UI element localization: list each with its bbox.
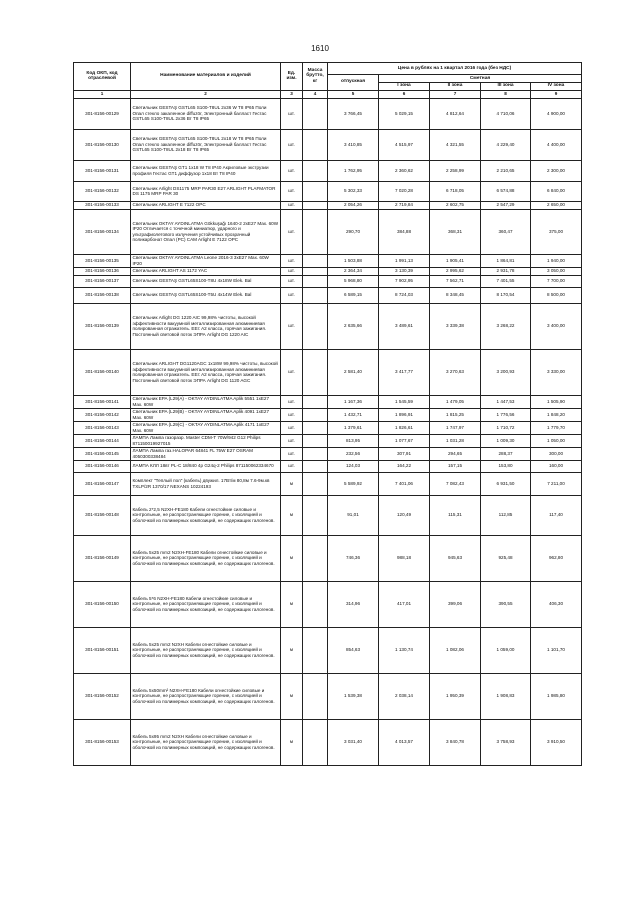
item-mass (303, 535, 328, 581)
item-mass (303, 395, 328, 408)
item-mass (303, 434, 328, 447)
price-zone1: 5 029,15 (379, 98, 430, 129)
price-zone3: 4 229,40 (481, 129, 531, 160)
table-row (74, 408, 582, 421)
price-zone3: 1 776,56 (481, 408, 531, 421)
item-name: Кабель 5*6 N2XH-FE180 Кабели огнестойкие силовые и контрольные, не распространяющие горение, с изоляцией и оболочкой из полимерных композиций, не содержащих галогенов. (131, 581, 281, 627)
item-mass (303, 267, 328, 275)
price-zone4: 6 840,00 (531, 181, 582, 201)
price-zone4: 962,80 (531, 535, 582, 581)
item-mass (303, 275, 328, 287)
item-code: 301-8156-00144 (74, 434, 131, 447)
header-zone4: IV зона (531, 82, 582, 90)
price-zone4: 406,30 (531, 581, 582, 627)
item-name: ЛАМПА Лампа газ.HALOPAR 64841 FL 75W E27 OSRAM 4050300338484 (131, 447, 281, 460)
item-mass (303, 349, 328, 395)
table-row (74, 275, 582, 287)
price-zone3: 112,85 (481, 495, 531, 535)
price-release: 5 302,33 (328, 181, 379, 201)
table-row (74, 287, 582, 303)
price-zone2: 399,06 (430, 581, 481, 627)
item-unit: шт. (281, 460, 303, 472)
item-code: 301-8156-00132 (74, 181, 131, 201)
table-row (74, 535, 582, 581)
price-zone3: 1 447,53 (481, 395, 531, 408)
item-unit: шт. (281, 201, 303, 209)
price-zone4: 2 650,00 (531, 201, 582, 209)
price-release: 2 364,34 (328, 267, 379, 275)
item-code: 301-8156-00131 (74, 160, 131, 181)
price-zone3: 1 059,00 (481, 627, 531, 673)
price-zone1: 1 077,67 (379, 434, 430, 447)
price-zone3: 390,55 (481, 581, 531, 627)
item-unit: м (281, 719, 303, 765)
item-code: 301-8156-00134 (74, 209, 131, 254)
price-zone2: 7 082,43 (430, 472, 481, 495)
item-code: 301-8156-00149 (74, 535, 131, 581)
price-zone2: 368,31 (430, 209, 481, 254)
price-zone2: 2 995,62 (430, 267, 481, 275)
item-unit: шт. (281, 254, 303, 267)
header-mass: Масса брутто, кг (303, 63, 328, 91)
item-name: Светильник OKTAY AYDINLATMA Leone 2016-3 3xE27 Max. 60W IP20 (131, 254, 281, 267)
item-unit: шт. (281, 267, 303, 275)
item-unit: шт. (281, 408, 303, 421)
item-name: Светильник ARLIGHT DG1120AGC 1x18W 99,98% чистоты, высокой эффективности вакуумной металлизированная алюминиевая полированная отражатель. EEI: A2 класса, горячая зажигания. Постоянный световой поток ЭПРА Arlight DG 1120 AGC (131, 349, 281, 395)
item-unit: м (281, 495, 303, 535)
price-zone4: 160,00 (531, 460, 582, 472)
column-number: 4 (303, 90, 328, 98)
price-release: 232,56 (328, 447, 379, 460)
table-body (74, 98, 582, 765)
item-code: 301-8156-00142 (74, 408, 131, 421)
item-mass (303, 627, 328, 673)
price-zone2: 6 718,05 (430, 181, 481, 201)
price-zone2: 1 815,25 (430, 408, 481, 421)
price-release: 5 589,92 (328, 472, 379, 495)
table-row (74, 719, 582, 765)
price-zone3: 7 401,55 (481, 275, 531, 287)
price-zone1: 7 020,28 (379, 181, 430, 201)
item-unit: м (281, 581, 303, 627)
price-zone4: 1 985,80 (531, 673, 582, 719)
table-row (74, 254, 582, 267)
price-zone1: 1 991,13 (379, 254, 430, 267)
item-code: 301-8156-00150 (74, 581, 131, 627)
price-zone2: 1 905,41 (430, 254, 481, 267)
price-zone3: 6 931,50 (481, 472, 531, 495)
price-release: 1 539,38 (328, 673, 379, 719)
table-row (74, 129, 582, 160)
item-unit: м (281, 535, 303, 581)
price-zone2: 1 031,28 (430, 434, 481, 447)
item-mass (303, 460, 328, 472)
price-zone3: 3 200,93 (481, 349, 531, 395)
item-unit: шт. (281, 447, 303, 460)
item-code: 301-8156-00130 (74, 129, 131, 160)
price-zone3: 4 710,06 (481, 98, 531, 129)
item-name: Светильник GESTAŞ GSTL65 S100-T8UL 2x36 W T8 IP65 Поли Опал стекло закаленное diffuzör, Электронный балласт Гестас GSTL65 S100-T8UL 2x36 Вт Т8 IP65 (131, 98, 281, 129)
price-zone4: 375,00 (531, 209, 582, 254)
price-zone4: 3 400,00 (531, 303, 582, 349)
price-zone2: 1 747,97 (430, 421, 481, 434)
price-zone4: 1 940,00 (531, 254, 582, 267)
item-name: Кабель 5x50mm² N2XH-FE180 Кабели огнестойкие силовые и контрольные, не распространяющие горение, с изоляцией и оболочкой из полимерных композиций, не содержащих галогенов. (131, 673, 281, 719)
item-mass (303, 181, 328, 201)
item-unit: м (281, 472, 303, 495)
table-row (74, 303, 582, 349)
price-zone1: 8 724,03 (379, 287, 430, 303)
price-zone2: 2 258,99 (430, 160, 481, 181)
header-code: Код ОКП, код отраслевой (74, 63, 131, 91)
price-zone1: 417,01 (379, 581, 430, 627)
item-name: ЛАМПА КЛЛ 18вт PL-C 18/840 4p G24q-2 Philips 871150062334670 (131, 460, 281, 472)
item-name: Кабель 2*2,5 N2XH-FE180 Кабели огнестойкие силовые и контрольные, не распространяющие горение, с изоляцией и оболочкой из полимерных композиций, не содержащих галогенов. (131, 495, 281, 535)
item-unit: шт. (281, 395, 303, 408)
price-zone3: 3 758,93 (481, 719, 531, 765)
item-mass (303, 495, 328, 535)
price-zone3: 360,47 (481, 209, 531, 254)
price-zone4: 3 910,50 (531, 719, 582, 765)
item-mass (303, 209, 328, 254)
item-code: 301-8156-00136 (74, 267, 131, 275)
item-unit: шт. (281, 434, 303, 447)
column-number: 6 (379, 90, 430, 98)
price-release: 2 635,66 (328, 303, 379, 349)
item-mass (303, 719, 328, 765)
item-mass (303, 254, 328, 267)
price-zone2: 3 840,78 (430, 719, 481, 765)
column-number: 1 (74, 90, 131, 98)
price-zone3: 2 210,65 (481, 160, 531, 181)
item-unit: шт. (281, 349, 303, 395)
item-name: Светильник GESTAŞ GSTL65S100-T5U 4x14W Elek. Bal (131, 287, 281, 303)
price-zone3: 6 574,88 (481, 181, 531, 201)
price-zone1: 3 489,61 (379, 303, 430, 349)
price-zone4: 1 848,20 (531, 408, 582, 421)
item-mass (303, 421, 328, 434)
price-release: 3 031,40 (328, 719, 379, 765)
item-name: Светильник Arlight DS1175 MRP PAR30 E27 ARLIGHT PLAFMATOR DS 1175 MRP PAR 30 (131, 181, 281, 201)
price-zone1: 3 130,39 (379, 267, 430, 275)
price-zone2: 3 270,63 (430, 349, 481, 395)
price-zone1: 164,22 (379, 460, 430, 472)
table-row (74, 460, 582, 472)
table-row (74, 434, 582, 447)
item-mass (303, 581, 328, 627)
price-zone2: 4 812,64 (430, 98, 481, 129)
item-name: Кабель 5x95 mm2 N2XH Кабели огнестойкие силовые и контрольные, не распространяющие горение, с изоляцией и оболочкой из полимерных композиций, не содержащих галогенов. (131, 719, 281, 765)
price-table (73, 62, 582, 766)
item-unit: шт. (281, 421, 303, 434)
price-zone3: 8 170,54 (481, 287, 531, 303)
item-mass (303, 201, 328, 209)
price-release: 1 167,36 (328, 395, 379, 408)
item-mass (303, 472, 328, 495)
price-zone4: 7 700,00 (531, 275, 582, 287)
header-estimate: Сметная (379, 75, 582, 83)
price-zone3: 1 710,72 (481, 421, 531, 434)
item-mass (303, 98, 328, 129)
item-unit: шт. (281, 303, 303, 349)
item-code: 301-8156-00143 (74, 421, 131, 434)
table-row (74, 421, 582, 434)
price-release: 813,95 (328, 434, 379, 447)
price-zone1: 7 401,06 (379, 472, 430, 495)
item-mass (303, 408, 328, 421)
price-zone4: 7 211,00 (531, 472, 582, 495)
column-number: 2 (131, 90, 281, 98)
price-release: 1 503,88 (328, 254, 379, 267)
price-release: 854,63 (328, 627, 379, 673)
header-name: Наименование материалов и изделий (131, 63, 281, 91)
price-zone2: 1 479,05 (430, 395, 481, 408)
price-zone4: 3 050,00 (531, 267, 582, 275)
price-zone1: 120,49 (379, 495, 430, 535)
item-name: Светильник EPA (L29(A) - OKTAY AYDINLATMA Aplik 5551 1xE27 Max. 60W (131, 395, 281, 408)
header-zone2: II зона (430, 82, 481, 90)
price-release: 3 410,85 (328, 129, 379, 160)
price-release: 1 379,61 (328, 421, 379, 434)
item-unit: шт. (281, 181, 303, 201)
price-zone2: 157,15 (430, 460, 481, 472)
price-zone1: 988,18 (379, 535, 430, 581)
item-unit: шт. (281, 209, 303, 254)
price-release: 1 432,71 (328, 408, 379, 421)
header-zone3: III зона (481, 82, 531, 90)
item-name: Светильник Arlight DG 1220 AIC 99,98% чистоты, высокой эффективности вакуумной металлизированная алюминиевая полированная отражатель. EEI: A2 класса, горячая зажигания. Постоянный световой поток ЭПРА Arlight DG 1220 AIC (131, 303, 281, 349)
item-code: 301-8156-00141 (74, 395, 131, 408)
item-name: Комплект "Теплый пол" (кабель) двужил. 17Вт/м 80,8м 7.6-9м.кв TXLP/2R 1370/17 NEXANS 10224193 (131, 472, 281, 495)
price-zone1: 384,88 (379, 209, 430, 254)
price-zone2: 1 950,39 (430, 673, 481, 719)
item-name: ЛАМПА Лампа газоразр. Master CDM-T 70W/942 G12 Philips 871150019927015 (131, 434, 281, 447)
item-unit: м (281, 627, 303, 673)
price-zone2: 2 602,75 (430, 201, 481, 209)
price-release: 314,96 (328, 581, 379, 627)
price-zone1: 4 515,97 (379, 129, 430, 160)
price-zone3: 925,48 (481, 535, 531, 581)
price-zone1: 1 130,74 (379, 627, 430, 673)
price-zone1: 7 902,95 (379, 275, 430, 287)
item-code: 301-8156-00146 (74, 460, 131, 472)
price-zone4: 300,00 (531, 447, 582, 460)
item-name: Светильник OKTAY AYDINLATMA Gökkuşağı 1640-2 2xE27 Max. 60W IP20 Отличается с точечной миниатюр, ударного и ультрафиолетового излучения устойчивых прозрачный поликарбонат Опал (PC) CAM Arlight E 7122 OPC (131, 209, 281, 254)
item-code: 301-8156-00140 (74, 349, 131, 395)
table-row (74, 267, 582, 275)
price-zone2: 1 082,06 (430, 627, 481, 673)
price-zone1: 2 360,62 (379, 160, 430, 181)
column-number: 5 (328, 90, 379, 98)
header-zone1: I зона (379, 82, 430, 90)
item-mass (303, 160, 328, 181)
header-price-group: Цена в рублях на 1 квартал 2016 года (без НДС) (328, 63, 582, 75)
price-zone1: 2 038,14 (379, 673, 430, 719)
price-zone3: 2 547,29 (481, 201, 531, 209)
table-row (74, 201, 582, 209)
price-zone4: 1 505,90 (531, 395, 582, 408)
price-release: 5 968,80 (328, 275, 379, 287)
table-row (74, 495, 582, 535)
item-code: 301-8156-00135 (74, 254, 131, 267)
table-row (74, 627, 582, 673)
item-name: Кабель 5x25 mm2 N2XH Кабели огнестойкие силовые и контрольные, не распространяющие горение, с изоляцией и оболочкой из полимерных композиций, не содержащих галогенов. (131, 627, 281, 673)
item-name: Кабель 5x25 mm2 N2XH-FE180 Кабели огнестойкие силовые и контрольные, не распространяющие горение, с изоляцией и оболочкой из полимерных композиций, не содержащих галогенов. (131, 535, 281, 581)
table-row (74, 160, 582, 181)
item-mass (303, 673, 328, 719)
item-name: Светильник ARLIGHT AS 1172 YAC (131, 267, 281, 275)
price-zone2: 3 339,38 (430, 303, 481, 349)
table-row (74, 673, 582, 719)
item-code: 301-8156-00137 (74, 275, 131, 287)
page-number: 1610 (311, 44, 329, 53)
price-release: 290,70 (328, 209, 379, 254)
item-unit: шт. (281, 129, 303, 160)
price-zone3: 3 268,22 (481, 303, 531, 349)
price-zone1: 1 826,61 (379, 421, 430, 434)
price-release: 3 766,45 (328, 98, 379, 129)
item-unit: шт. (281, 287, 303, 303)
price-zone3: 1 009,30 (481, 434, 531, 447)
item-unit: шт. (281, 275, 303, 287)
item-unit: шт. (281, 160, 303, 181)
item-code: 301-8156-00129 (74, 98, 131, 129)
column-number: 9 (531, 90, 582, 98)
item-mass (303, 303, 328, 349)
price-zone4: 1 101,70 (531, 627, 582, 673)
price-zone1: 4 013,57 (379, 719, 430, 765)
column-number: 7 (430, 90, 481, 98)
item-unit: м (281, 673, 303, 719)
item-unit: шт. (281, 98, 303, 129)
item-name: Светильник GESTAŞ GSTL65S100-T8U 4x18W Elek. Bal (131, 275, 281, 287)
price-zone2: 8 348,45 (430, 287, 481, 303)
table-row (74, 581, 582, 627)
item-code: 301-8156-00148 (74, 495, 131, 535)
price-zone2: 294,65 (430, 447, 481, 460)
item-code: 301-8156-00151 (74, 627, 131, 673)
item-name: Светильник GESTAŞ GT1 1x18 W T8 IP40 Акриловые экструзии профиля Гестас GT1 диффузор 1x18 Вт Т8 IP40 (131, 160, 281, 181)
item-name: Светильник EPA (L29(C) - OKTAY AYDINLATMA Aplik 4171 1xE27 Max. 60W (131, 421, 281, 434)
price-zone1: 1 896,91 (379, 408, 430, 421)
price-release: 2 581,40 (328, 349, 379, 395)
price-zone4: 117,40 (531, 495, 582, 535)
column-number: 8 (481, 90, 531, 98)
price-release: 6 589,15 (328, 287, 379, 303)
item-name: Светильник EPA (L29(B) - OKTAY AYDINLATMA Aplik 4091 1xE27 Max. 60W (131, 408, 281, 421)
table-row (74, 181, 582, 201)
price-zone4: 3 330,00 (531, 349, 582, 395)
item-code: 301-8156-00153 (74, 719, 131, 765)
table-row (74, 349, 582, 395)
price-zone2: 7 562,71 (430, 275, 481, 287)
price-release: 746,36 (328, 535, 379, 581)
price-zone1: 2 719,84 (379, 201, 430, 209)
price-zone3: 288,37 (481, 447, 531, 460)
price-zone3: 153,80 (481, 460, 531, 472)
item-code: 301-8156-00145 (74, 447, 131, 460)
item-name: Светильник ARLIGHT E 7122 OPC (131, 201, 281, 209)
price-zone1: 3 417,77 (379, 349, 430, 395)
item-code: 301-8156-00138 (74, 287, 131, 303)
table-row (74, 395, 582, 408)
price-zone3: 2 931,78 (481, 267, 531, 275)
price-release: 91,01 (328, 495, 379, 535)
price-zone4: 4 400,00 (531, 129, 582, 160)
price-zone4: 4 900,00 (531, 98, 582, 129)
price-zone4: 8 500,00 (531, 287, 582, 303)
price-release: 2 054,26 (328, 201, 379, 209)
price-zone2: 115,31 (430, 495, 481, 535)
price-release: 1 762,95 (328, 160, 379, 181)
price-release: 124,03 (328, 460, 379, 472)
price-zone2: 4 321,55 (430, 129, 481, 160)
column-numbers-row (74, 90, 582, 98)
table-row (74, 447, 582, 460)
header-unit: Ед. изм. (281, 63, 303, 91)
table-row (74, 98, 582, 129)
header-release: отпускная (328, 75, 379, 91)
item-code: 301-8156-00147 (74, 472, 131, 495)
table-row (74, 472, 582, 495)
price-zone4: 1 779,70 (531, 421, 582, 434)
price-zone3: 1 864,81 (481, 254, 531, 267)
price-zone3: 1 908,83 (481, 673, 531, 719)
column-number: 3 (281, 90, 303, 98)
item-name: Светильник GESTAŞ GSTL65 S100-T8UL 2x18 W T8 IP65 Поли Опал стекло закаленное diffuzör, Электронный балласт Гестас GSTL65 S100-T8UL 2x18 Вт Т8 IP65 (131, 129, 281, 160)
item-code: 301-8156-00152 (74, 673, 131, 719)
item-mass (303, 287, 328, 303)
item-code: 301-8156-00139 (74, 303, 131, 349)
item-code: 301-8156-00133 (74, 201, 131, 209)
price-zone4: 2 300,00 (531, 160, 582, 181)
table-row (74, 209, 582, 254)
price-zone1: 1 545,59 (379, 395, 430, 408)
price-zone1: 307,91 (379, 447, 430, 460)
price-zone4: 1 050,00 (531, 434, 582, 447)
item-mass (303, 447, 328, 460)
price-zone2: 945,63 (430, 535, 481, 581)
item-mass (303, 129, 328, 160)
